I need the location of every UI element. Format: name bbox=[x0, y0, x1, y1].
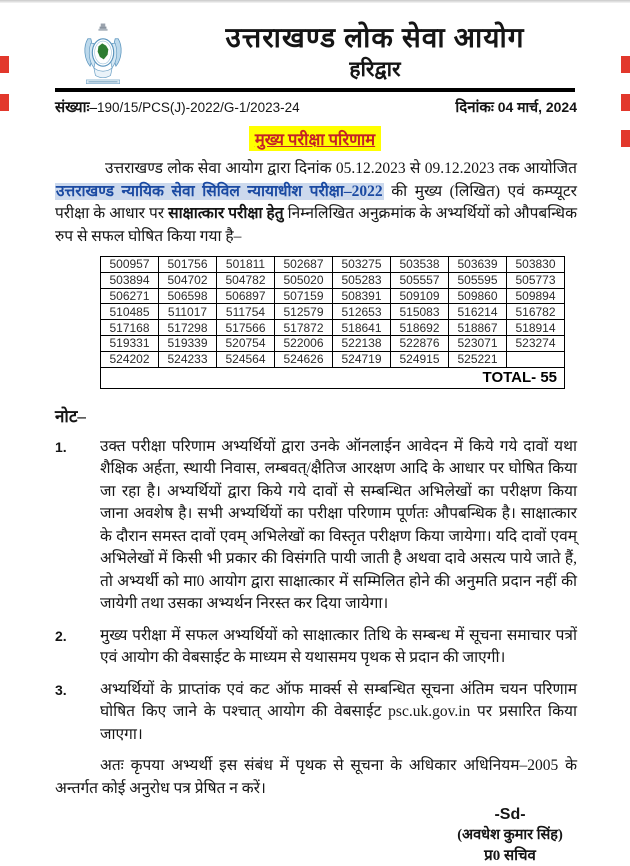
total-row bbox=[101, 367, 565, 388]
roll-cell: 510485 bbox=[101, 304, 159, 320]
reference-value: 190/15/PCS(J)-2022/G-1/2023-24 bbox=[97, 100, 300, 115]
roll-cell: 505557 bbox=[391, 272, 449, 288]
note-number: 2. bbox=[55, 627, 67, 644]
note-text bbox=[100, 679, 577, 747]
roll-cell: 525221 bbox=[449, 351, 507, 367]
roll-cell: 506598 bbox=[159, 288, 217, 304]
scan-mark bbox=[621, 130, 630, 147]
date-line bbox=[455, 97, 577, 117]
roll-cell: 524564 bbox=[217, 351, 275, 367]
roll-cell: 505283 bbox=[333, 272, 391, 288]
roll-cell: 511017 bbox=[159, 304, 217, 320]
note-text: मुख्य परीक्षा में सफल अभ्यर्थियों को साक्षात्कार तिथि के सम्बन्ध में सूचना समाचार पत्रों एवं आयोग की वेबसाईट के माध्यम से यथासमय पृथक से प्रदान की जाएगी। bbox=[100, 626, 577, 667]
roll-cell: 508391 bbox=[333, 288, 391, 304]
org-place: हरिद्वार bbox=[349, 57, 401, 81]
roll-cell: 524233 bbox=[159, 351, 217, 367]
roll-cell: 503830 bbox=[507, 257, 565, 273]
roll-row bbox=[101, 304, 565, 320]
roll-cell: 524719 bbox=[333, 351, 391, 367]
website-text: psc.uk.gov.in bbox=[388, 703, 471, 721]
roll-cell: 505595 bbox=[449, 272, 507, 288]
roll-cell: 507159 bbox=[275, 288, 333, 304]
org-titles bbox=[135, 22, 615, 83]
signatory-name: (अवधेश कुमार सिंह) bbox=[457, 827, 563, 844]
roll-cell: 524202 bbox=[101, 351, 159, 367]
result-title-row bbox=[0, 126, 630, 151]
roll-cell: 519339 bbox=[159, 335, 217, 351]
roll-cell: 504782 bbox=[217, 272, 275, 288]
roll-row bbox=[101, 335, 565, 351]
signature-sd: -Sd- bbox=[494, 806, 526, 824]
roll-cell: 519331 bbox=[101, 335, 159, 351]
intro-part1: उत्तराखण्ड लोक सेवा आयोग द्वारा दिनांक 05.12.2023 से 09.12.2023 तक आयोजित bbox=[105, 160, 577, 177]
roll-number-table bbox=[100, 256, 565, 389]
result-title: मुख्य परीक्षा परिणाम bbox=[249, 126, 381, 151]
note-number: 1. bbox=[55, 438, 67, 455]
scan-mark bbox=[0, 94, 9, 111]
reference-label: संख्याः– bbox=[55, 100, 98, 116]
intro-paragraph bbox=[55, 158, 577, 248]
roll-cell: 509894 bbox=[507, 288, 565, 304]
ukpsc-emblem-icon bbox=[80, 22, 126, 86]
roll-cell: 503894 bbox=[101, 272, 159, 288]
date-value: 04 मार्च, 2024 bbox=[497, 99, 577, 115]
note-3-after: पर प्रसारित किया जाएगा। bbox=[100, 703, 577, 743]
org-name: उत्तराखण्ड लोक सेवा आयोग bbox=[225, 23, 525, 54]
roll-cell: 509109 bbox=[391, 288, 449, 304]
roll-cell: 512579 bbox=[275, 304, 333, 320]
roll-cell: 518914 bbox=[507, 320, 565, 336]
roll-row bbox=[101, 288, 565, 304]
intro-part3: निम्नलिखित अनुक्रमांक के अभ्यर्थियों को औपबन्धिक रुप से सफल घोषित किया गया है– bbox=[55, 205, 577, 245]
total-cell: TOTAL- 55 bbox=[101, 367, 565, 388]
roll-cell: 523071 bbox=[449, 335, 507, 351]
note-text: उक्त परीक्षा परिणाम अभ्यर्थियों द्वारा उनके ऑनलाईन आवेदन में किये गये दावों यथा शैक्षिक अर्हता, स्थायी निवास, लम्बवत्/क्षैतिज आरक्षण आदि के आधार पर घोषित किया जा रहा है। अभ्यर्थियों द्वारा किये गये दावों से सम्बन्धित अभिलेखों का परीक्षण किया जाना अवशेष है। सभी अभ्यर्थियों का परीक्षा परिणाम पूर्णतः औपबन्धिक है। साक्षात्कार के दौरान समस्त दावों एवम् अभिलेखों का विस्तृत परीक्षण किया जायेगा। यदि दावों एवम् अभिलेखों में किसी भी प्रकार की विसंगति पायी जाती है अथवा दावे असत्य पाये जाते हैं, तो अभ्यर्थी को मा0 आयोग द्वारा साक्षात्कार में सम्मिलित होने की अनुमति प्रदान नहीं की जायेगी तथा उसका अभ्यर्थन निरस्त कर दिया जायेगा। bbox=[100, 437, 577, 613]
roll-cell: 518867 bbox=[449, 320, 507, 336]
roll-cell: 516782 bbox=[507, 304, 565, 320]
note-item-2 bbox=[55, 625, 577, 670]
roll-cell: 517566 bbox=[217, 320, 275, 336]
roll-cell: 518692 bbox=[391, 320, 449, 336]
signature-block bbox=[440, 804, 580, 866]
reference-number bbox=[55, 97, 300, 117]
letterhead bbox=[0, 0, 630, 83]
closing-paragraph: अतः कृपया अभ्यर्थी इस संबंध में पृथक से सूचना के अधिकार अधिनियम–2005 के अन्तर्गत कोई अनुरोध पत्र प्रेषित न करें। bbox=[55, 757, 577, 797]
note-item-1 bbox=[55, 436, 577, 616]
roll-cell: 509860 bbox=[449, 288, 507, 304]
date-label: दिनांकः bbox=[455, 100, 494, 116]
roll-cell: 524915 bbox=[391, 351, 449, 367]
note-number: 3. bbox=[55, 681, 67, 698]
roll-row bbox=[101, 320, 565, 336]
roll-cell: 522006 bbox=[275, 335, 333, 351]
roll-cell: 501756 bbox=[159, 257, 217, 273]
roll-cell: 517168 bbox=[101, 320, 159, 336]
reference-row bbox=[55, 97, 577, 117]
roll-row bbox=[101, 351, 565, 367]
exam-name: उत्तराखण्ड न्यायिक सेवा सिविल न्यायाधीश परीक्षा–2022 bbox=[56, 182, 383, 200]
roll-cell: 504702 bbox=[159, 272, 217, 288]
roll-cell: 517872 bbox=[275, 320, 333, 336]
roll-table-body bbox=[101, 257, 565, 368]
roll-row bbox=[101, 272, 565, 288]
roll-cell: 502687 bbox=[275, 257, 333, 273]
roll-cell: 501811 bbox=[217, 257, 275, 273]
signatory-designation: प्र0 सचिव bbox=[484, 848, 536, 865]
roll-cell: 511754 bbox=[217, 304, 275, 320]
roll-cell: 523274 bbox=[507, 335, 565, 351]
interview-phrase: साक्षात्कार परीक्षा हेतु bbox=[168, 205, 284, 222]
roll-cell: 520754 bbox=[217, 335, 275, 351]
scan-mark bbox=[621, 94, 630, 111]
roll-cell bbox=[507, 351, 565, 367]
roll-cell: 518641 bbox=[333, 320, 391, 336]
roll-cell: 503639 bbox=[449, 257, 507, 273]
roll-cell: 512653 bbox=[333, 304, 391, 320]
roll-cell: 505773 bbox=[507, 272, 565, 288]
roll-cell: 515083 bbox=[391, 304, 449, 320]
roll-cell: 506897 bbox=[217, 288, 275, 304]
roll-cell: 503538 bbox=[391, 257, 449, 273]
roll-cell: 506271 bbox=[101, 288, 159, 304]
roll-cell: 524626 bbox=[275, 351, 333, 367]
roll-cell: 503275 bbox=[333, 257, 391, 273]
header-rule bbox=[55, 88, 575, 92]
notes-heading: नोट– bbox=[55, 406, 86, 426]
intro-part2: की मुख्य (लिखित) एवं कम्प्यूटर परीक्षा के आधार पर bbox=[55, 182, 578, 222]
roll-cell: 505020 bbox=[275, 272, 333, 288]
note-3-before: अभ्यर्थियों के प्राप्तांक एवं कट ऑफ मार्क्स से सम्बन्धित सूचना अंतिम चयन परिणाम घोषित किए जाने के पश्चात् आयोग की वेबसाईट bbox=[100, 680, 577, 721]
roll-row bbox=[101, 257, 565, 273]
roll-cell: 516214 bbox=[449, 304, 507, 320]
roll-cell: 500957 bbox=[101, 257, 159, 273]
roll-cell: 522876 bbox=[391, 335, 449, 351]
roll-cell: 517298 bbox=[159, 320, 217, 336]
note-item-3 bbox=[55, 679, 577, 747]
roll-cell: 522138 bbox=[333, 335, 391, 351]
